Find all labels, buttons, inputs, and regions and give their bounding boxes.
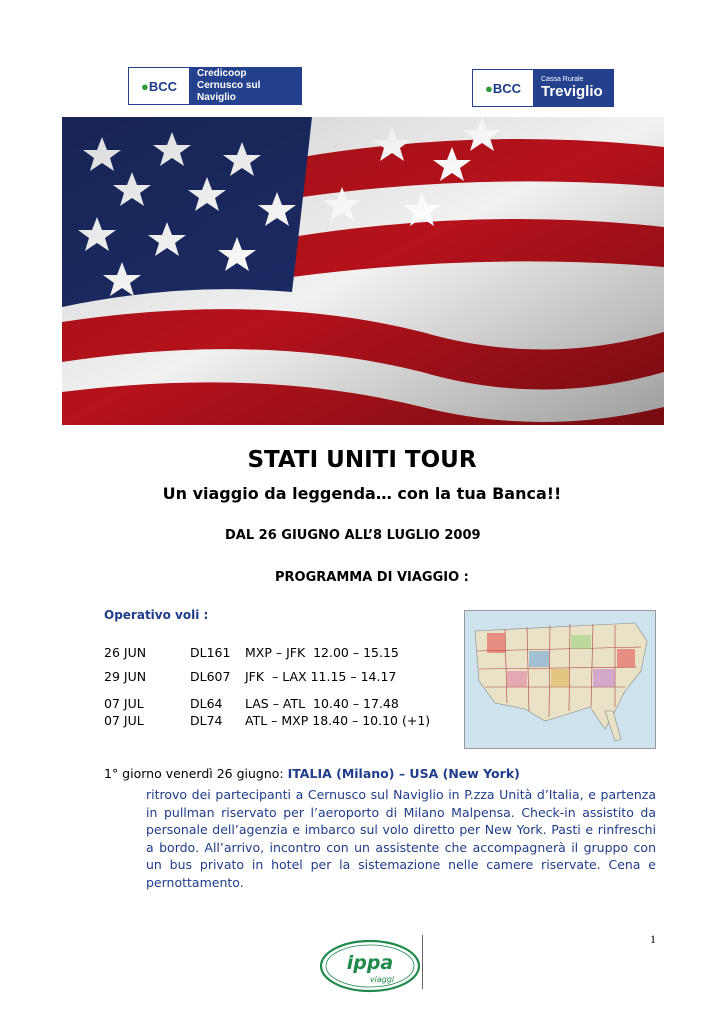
- ippa-viaggi-logo: [318, 938, 422, 994]
- bcc-treviglio-name: [533, 70, 613, 106]
- flight-route: JFK – LAX 11.15 – 14.17: [245, 669, 397, 684]
- flight-number: DL607: [190, 669, 231, 684]
- us-flag-image: [62, 117, 664, 425]
- trip-dates: DAL 26 GIUGNO ALL’8 LUGLIO 2009: [225, 528, 481, 543]
- flight-row: [104, 713, 430, 728]
- bcc-cernusco-name: [189, 68, 301, 104]
- page-number: 1: [650, 932, 656, 946]
- footer-divider: [422, 935, 423, 989]
- flight-date: 29 JUN: [104, 669, 147, 684]
- ippa-brand: ippa: [346, 952, 394, 974]
- operativo-voli-label: Operativo voli :: [104, 608, 209, 622]
- programma-heading: PROGRAMMA DI VIAGGIO :: [275, 570, 469, 585]
- flight-date: 07 JUL: [104, 713, 144, 728]
- bcc-mark: ● BCC: [473, 70, 533, 106]
- flight-number: DL64: [190, 696, 223, 711]
- usa-map-image: [464, 610, 656, 749]
- bcc-right-small: Cassa Rurale: [541, 76, 584, 83]
- flight-number: DL161: [190, 645, 231, 660]
- bcc-left-line1: Credicoop: [197, 68, 247, 79]
- flight-route: ATL – MXP 18.40 – 10.10 (+1): [245, 713, 431, 728]
- ippa-brand-sub: viaggi: [369, 975, 395, 984]
- flight-row: [104, 645, 399, 660]
- flight-row: [104, 696, 399, 711]
- bcc-cernusco-logo: [128, 67, 302, 105]
- flight-row: [104, 669, 396, 684]
- flight-route: LAS – ATL 10.40 – 17.48: [245, 696, 399, 711]
- flight-number: DL74: [190, 713, 223, 728]
- day1-heading-prefix: 1° giorno venerdì 26 giugno:: [104, 766, 288, 781]
- flight-date: 26 JUN: [104, 645, 147, 660]
- bcc-right-big: Treviglio: [541, 83, 603, 100]
- bcc-left-line2: Cernusco sul Naviglio: [197, 80, 261, 103]
- day1-description: ritrovo dei partecipanti a Cernusco sul Naviglio in P.zza Unità d’Italia, e partenza in pullman riservato per l’aeroporto di Milano Malpensa. Check-in assistito da personale dell’agenzia e imbarco sul volo diretto per New York. Pasti e rinfreschi a bordo. All’arrivo, incontro con un assistente che accompagnerà il gruppo con un bus privato in hotel per la sistemazione nelle camere riservate. Cena e pernottamento.: [146, 787, 656, 890]
- flight-date: 07 JUL: [104, 696, 144, 711]
- main-title: STATI UNITI TOUR: [247, 447, 477, 473]
- flight-route: MXP – JFK 12.00 – 15.15: [245, 645, 399, 660]
- day1-heading: [104, 766, 520, 781]
- day1-heading-route: ITALIA (Milano) – USA (New York): [287, 766, 520, 781]
- bcc-treviglio-logo: [472, 69, 614, 107]
- bcc-mark: ● BCC: [129, 68, 189, 104]
- subtitle: Un viaggio da leggenda… con la tua Banca!!: [162, 484, 562, 503]
